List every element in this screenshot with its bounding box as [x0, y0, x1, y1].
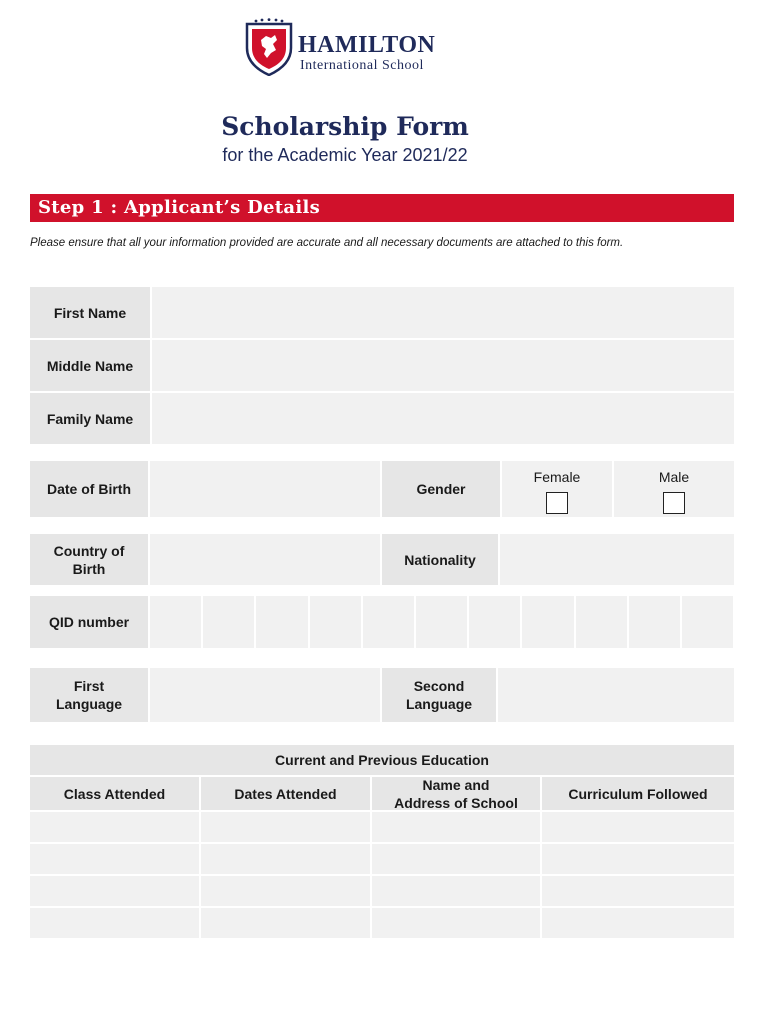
gender-label: Gender	[382, 461, 500, 517]
form-subtitle: for the Academic Year 2021/22	[222, 145, 468, 165]
column-curriculum-followed: Curriculum Followed	[542, 777, 734, 810]
qid-digit-cell[interactable]	[522, 596, 573, 648]
family-name-label: Family Name	[30, 393, 150, 444]
qid-digit-cell[interactable]	[629, 596, 680, 648]
qid-digit-cell[interactable]	[203, 596, 254, 648]
family-name-field[interactable]	[152, 393, 734, 444]
nationality-label: Nationality	[382, 534, 498, 585]
education-table-cell[interactable]	[372, 812, 540, 842]
qid-digit-cell[interactable]	[363, 596, 414, 648]
school-logo	[244, 18, 454, 78]
qid-digit-cell[interactable]	[310, 596, 361, 648]
education-table-cell[interactable]	[201, 812, 370, 842]
qid-digit-cell[interactable]	[256, 596, 307, 648]
column-school-name-address: Name and Address of School	[372, 777, 540, 810]
education-table-cell[interactable]	[372, 908, 540, 938]
education-table-cell[interactable]	[30, 908, 199, 938]
form-title: Scholarship Form	[221, 112, 469, 141]
country-of-birth-label: Country of Birth	[30, 534, 148, 585]
instructions-text: Please ensure that all your information provided are accurate and all necessary documents are attached to this form.	[30, 237, 624, 249]
date-of-birth-field[interactable]	[150, 461, 380, 517]
gender-option-label: Female	[533, 469, 581, 485]
middle-name-field[interactable]	[152, 340, 734, 391]
qid-number-label: QID number	[30, 596, 148, 648]
qid-digit-cell[interactable]	[150, 596, 201, 648]
education-table-cell[interactable]	[542, 908, 734, 938]
qid-digit-cell[interactable]	[576, 596, 627, 648]
education-table-cell[interactable]	[542, 876, 734, 906]
logo-name: HAMILTON	[298, 32, 436, 58]
qid-digit-cell[interactable]	[469, 596, 520, 648]
education-table-cell[interactable]	[542, 844, 734, 874]
first-name-label: First Name	[30, 287, 150, 338]
qid-digit-cell[interactable]	[416, 596, 467, 648]
education-table-cell[interactable]	[372, 876, 540, 906]
country-of-birth-field[interactable]	[150, 534, 380, 585]
second-language-label: Second Language	[382, 668, 496, 722]
date-of-birth-label: Date of Birth	[30, 461, 148, 517]
female-checkbox[interactable]	[546, 492, 568, 514]
education-table-cell[interactable]	[372, 844, 540, 874]
education-table-cell[interactable]	[30, 876, 199, 906]
education-table-title: Current and Previous Education	[30, 745, 734, 775]
education-table-cell[interactable]	[542, 812, 734, 842]
column-class-attended: Class Attended	[30, 777, 199, 810]
gender-option-female[interactable]	[502, 461, 612, 517]
first-language-label: First Language	[30, 668, 148, 722]
second-language-field[interactable]	[498, 668, 734, 722]
education-table-cell[interactable]	[201, 876, 370, 906]
qid-digit-cell[interactable]	[682, 596, 733, 648]
first-language-field[interactable]	[150, 668, 380, 722]
logo-subtitle: International School	[300, 58, 424, 73]
first-name-field[interactable]	[152, 287, 734, 338]
education-table-cell[interactable]	[201, 844, 370, 874]
step-banner	[30, 194, 734, 222]
gender-option-male[interactable]	[614, 461, 734, 517]
male-checkbox[interactable]	[663, 492, 685, 514]
middle-name-label: Middle Name	[30, 340, 150, 391]
education-table-cell[interactable]	[30, 812, 199, 842]
education-table-cell[interactable]	[201, 908, 370, 938]
education-table-cell[interactable]	[30, 844, 199, 874]
nationality-field[interactable]	[500, 534, 734, 585]
column-dates-attended: Dates Attended	[201, 777, 370, 810]
gender-option-label: Male	[658, 469, 690, 485]
shield-crest-icon	[244, 18, 294, 76]
step-label: Step 1 : Applicant’s Details	[38, 197, 321, 218]
